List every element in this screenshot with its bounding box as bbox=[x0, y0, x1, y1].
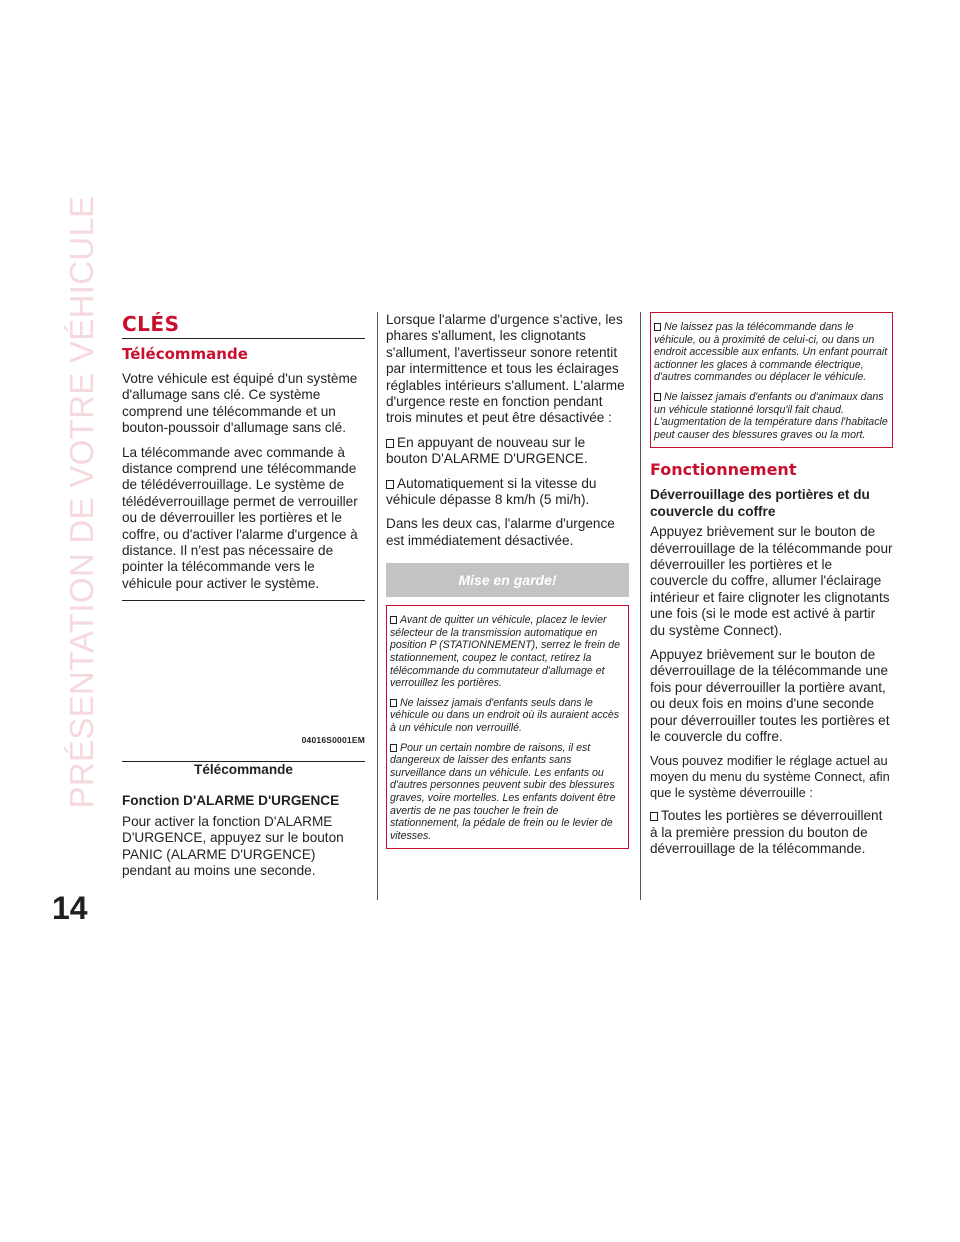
figure-code: 04016S0001EM bbox=[301, 735, 365, 746]
warning-box-continued bbox=[650, 312, 893, 448]
chapter-title-text: PRÉSENTATION DE VOTRE VÉHICULE bbox=[63, 195, 100, 809]
paragraph: Pour activer la fonction D'ALARME D'URGENCE, appuyez sur le bouton PANIC (ALARME D'URGENCE) pendant au moins une seconde. bbox=[122, 813, 344, 878]
column-1 bbox=[122, 312, 365, 887]
section-title-fonctionnement: Fonctionnement bbox=[650, 460, 797, 480]
paragraph: Vous pouvez modifier le réglage actuel au moyen du menu du système Connect, afin que le système déverrouille : bbox=[650, 753, 890, 800]
bullet-item: Automatiquement si la vitesse du véhicule dépasse 8 km/h (5 mi/h). bbox=[386, 475, 597, 508]
figure-caption: Télécommande bbox=[194, 762, 293, 778]
warning-item: Ne laissez jamais d'enfants seuls dans le véhicule ou dans un endroit où ils auraient accès à un véhicule non verrouillé. bbox=[390, 696, 620, 735]
unlock-heading: Déverrouillage des portières et du couvercle du coffre bbox=[650, 487, 870, 519]
checkbox-bullet-icon bbox=[654, 393, 661, 401]
checkbox-bullet-icon bbox=[390, 699, 397, 707]
paragraph: Dans les deux cas, l'alarme d'urgence est immédiatement désactivée. bbox=[386, 516, 615, 548]
column-2 bbox=[386, 312, 629, 849]
figure-telecommande bbox=[122, 601, 365, 762]
paragraph: Lorsque l'alarme d'urgence s'active, les phares s'allument, les clignotants s'allument, l'avertisseur sonore retentit par intermittence et tous les éclairages réglables intérieurs s'allument. L'alarme d'urgence reste en fonction pendant trois minutes et peut être désactivée : bbox=[386, 312, 625, 426]
warning-item: Pour un certain nombre de raisons, il est dangereux de laisser des enfants sans surveillance dans un véhicule. Les enfants ou d'autres personnes peuvent subir des blessures graves, voire mortelles. Les enfants doivent être avertis de ne pas toucher le frein de stationnement, la pédale de frein ou le levier de vitesses. bbox=[390, 741, 616, 842]
warning-item: Ne laissez jamais d'enfants ou d'animaux dans un véhicule stationné lorsqu'il fait chaud. L'augmentation de la température dans l'habitacle peut causer des blessures graves ou la mort. bbox=[654, 390, 888, 441]
checkbox-bullet-icon bbox=[390, 744, 397, 752]
paragraph: La télécommande avec commande à distance comprend une télécommande de télédéverrouillage. Le système de télédéverrouillage permet de verrouiller ou de déverrouiller les portières et le coffre, ou d'activer l'alarme d'urgence à distance. Il n'est pas nécessaire de pointer la télécommande vers le véhicule pour activer le système. bbox=[122, 444, 358, 591]
column-divider bbox=[377, 312, 378, 900]
checkbox-bullet-icon bbox=[650, 812, 658, 821]
bullet-item: Toutes les portières se déverrouillent à la première pression du bouton de déverrouillage de la télécommande. bbox=[650, 808, 883, 857]
paragraph: Appuyez brièvement sur le bouton de déverrouillage de la télécommande pour déverrouiller les portières et le couvercle du coffre, allumer l'éclairage intérieur et faire clignoter les clignotants une fois (si le mode est activé à partir du système Connect). bbox=[650, 524, 893, 638]
checkbox-bullet-icon bbox=[386, 480, 394, 489]
warning-box bbox=[386, 605, 629, 849]
checkbox-bullet-icon bbox=[654, 323, 661, 331]
section-title-cles: CLÉS bbox=[122, 312, 365, 339]
warning-heading: Mise en garde! bbox=[386, 563, 629, 597]
alarm-function-heading: Fonction D'ALARME D'URGENCE bbox=[122, 793, 340, 809]
warning-item: Avant de quitter un véhicule, placez le levier sélecteur de la transmission automatique en position P (STATIONNEMENT), serrez le frein de stationnement, coupez le contact, retirez la télécommande du commutateur d'allumage et verrouillez les portières. bbox=[390, 614, 620, 690]
subsection-title-telecommande: Télécommande bbox=[122, 345, 248, 363]
bullet-item: En appuyant de nouveau sur le bouton D'ALARME D'URGENCE. bbox=[386, 434, 588, 467]
checkbox-bullet-icon bbox=[390, 616, 397, 624]
column-divider bbox=[640, 312, 641, 900]
warning-item: Ne laissez pas la télécommande dans le véhicule, ou à proximité de celui-ci, ou dans un endroit accessible aux enfants. Un enfant pourrait actionner les glaces à commande électrique, d'autres commandes ou déplacer le véhicule. bbox=[654, 321, 888, 384]
checkbox-bullet-icon bbox=[386, 439, 394, 448]
chapter-side-title bbox=[52, 195, 112, 809]
page-number: 14 bbox=[52, 890, 88, 926]
paragraph: Appuyez brièvement sur le bouton de déverrouillage de la télécommande une fois pour déverrouiller la portière avant, ou deux fois en moins d'une seconde pour déverrouiller toutes les portières et le couvercle du coffre. bbox=[650, 647, 890, 745]
paragraph: Votre véhicule est équipé d'un système d'allumage sans clé. Ce système comprend une télécommande et un bouton-poussoir d'allumage sans clé. bbox=[122, 371, 358, 436]
column-3 bbox=[650, 312, 893, 865]
